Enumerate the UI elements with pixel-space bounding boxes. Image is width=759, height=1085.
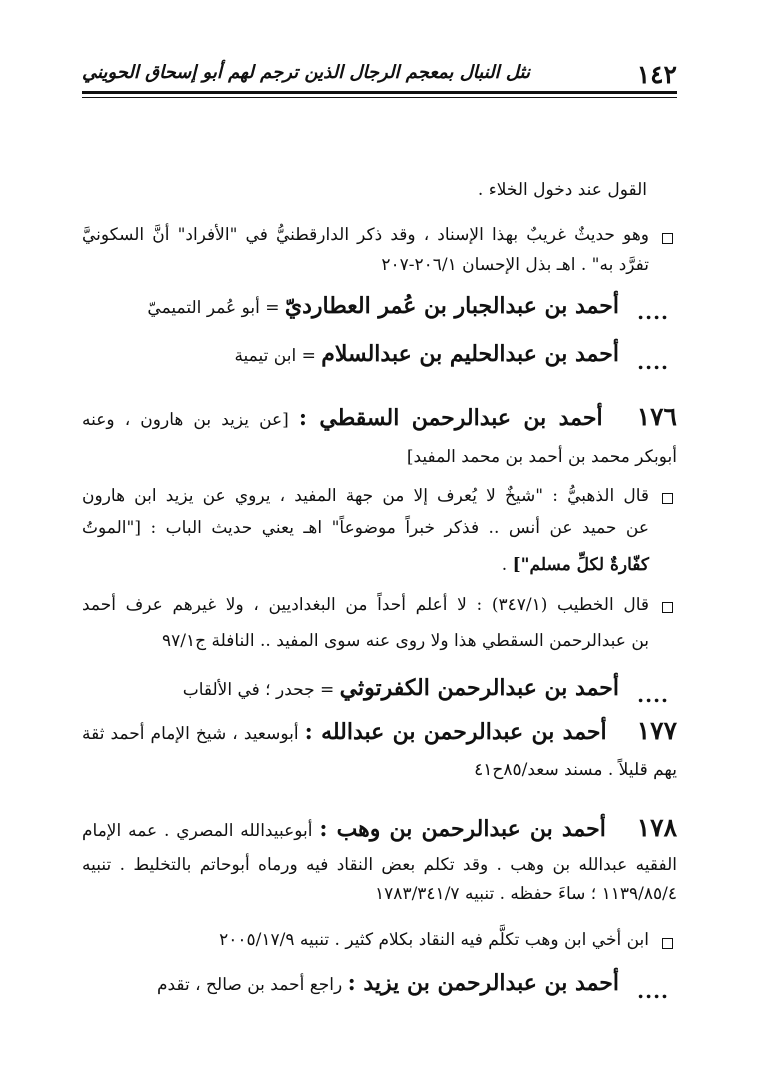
square-bullet-icon [662,602,673,613]
ellipsis-marker: .... [637,350,669,374]
ellipsis-marker: .... [637,300,669,324]
entry-name: أحمد بن عبدالرحمن السقطي : [298,405,603,431]
ellipsis-marker: .... [637,683,669,707]
cross-reference [82,675,619,703]
page-number: ١٤٢ [636,60,677,89]
note-line: عن حميد عن أنس .. فذكر خبراً موضوعاً" اهـ يعني حديث الباب : ["الموتُ [82,518,649,538]
note-line: بن عبدالرحمن السقطي هذا ولا روى عنه سوى المفيد .. النافلة ج٩٧/١ [162,631,649,651]
entry-text: أبوبكر محمد بن أحمد بن محمد المفيد] [406,447,677,467]
entry-name: أحمد بن عبدالرحمن بن وهب : [319,816,606,842]
cross-reference-target: = ابن تيمية [234,346,316,366]
running-title: نثل النبال بمعجم الرجال الذين ترجم لهم أبو إسحاق الحويني [82,62,530,83]
cross-reference-name: أحمد بن عبدالجبار بن عُمر العطارديّ [284,293,619,319]
entry-number: ١٧٦ [636,402,677,431]
note-line: قال الذهبيُّ : "شيخٌ لا يُعرف إلا من جهة المفيد ، يروي عن يزيد ابن هارون [82,486,649,506]
ellipsis-marker: .... [637,979,669,1003]
note-line: تفرَّد به" . اهـ بذل الإحسان ٢٠٦/١-٢٠٧ [381,255,649,275]
cross-reference [82,341,619,369]
cross-reference-target: = جحدر ؛ في الألقاب [182,680,335,700]
entry-text: أبوسعيد ، شيخ الإمام أحمد ثقة [82,724,299,744]
intro-line: القول عند دخول الخلاء . [477,180,647,200]
entry-number: ١٧٧ [636,716,678,745]
cross-reference-name: أحمد بن عبدالرحمن بن يزيد : [347,970,619,996]
entry-number: ١٧٨ [636,813,678,842]
page-header [82,60,677,89]
entry-text: ١١٣٩/٨٥/٤ ؛ ساءَ حفظه . تنبيه ١٧٨٣/٣٤١/٧ [375,884,677,904]
square-bullet-icon [662,233,673,244]
cross-reference-target: راجع أحمد بن صالح ، تقدم [156,975,343,995]
entry-178-heading [82,815,677,844]
quoted-hadith: كفّارةٌ لكلِّ مسلم"] [512,555,649,575]
header-rule-thick [82,91,677,94]
note-line: ابن أخي ابن وهب تكلَّم فيه النقاد بكلام كثير . تنبيه ٢٠٠٥/١٧/٩ [219,930,649,950]
cross-reference-target: = أبو عُمر التميميّ [147,298,280,318]
square-bullet-icon [662,938,673,949]
note-line [82,552,649,578]
entry-text: الفقيه عبدالله بن وهب . وقد تكلم بعض النقاد فيه ورماه أبوحاتم بالتخليط . تنبيه [82,855,677,875]
note-line: قال الخطيب (٣٤٧/١) : لا أعلم أحداً من البغداديين ، ولا غيرهم عرف أحمد [82,595,649,615]
cross-reference-name: أحمد بن عبدالرحمن الكفرتوثي [339,675,619,701]
cross-reference [82,970,619,998]
cross-reference-name: أحمد بن عبدالحليم بن عبدالسلام [321,341,619,367]
entry-text: أبوعبيدالله المصري . عمه الإمام [82,821,313,841]
entry-text: يهم قليلاً . مسند سعد/٨٥ح٤١ [474,760,677,780]
entry-176-heading [82,404,677,433]
entry-text: [عن يزيد بن هارون ، وعنه [82,410,289,430]
square-bullet-icon [662,493,673,504]
entry-177-heading [82,718,677,747]
cross-reference [82,293,619,321]
entry-name: أحمد بن عبدالرحمن بن عبدالله : [304,719,607,745]
note-line: وهو حديثٌ غريبٌ بهذا الإسناد ، وقد ذكر الدارقطنيُّ في "الأفراد" أنَّ السكونيَّ [82,225,649,245]
header-rule-thin [82,97,677,98]
note-punctuation: . [501,555,513,575]
